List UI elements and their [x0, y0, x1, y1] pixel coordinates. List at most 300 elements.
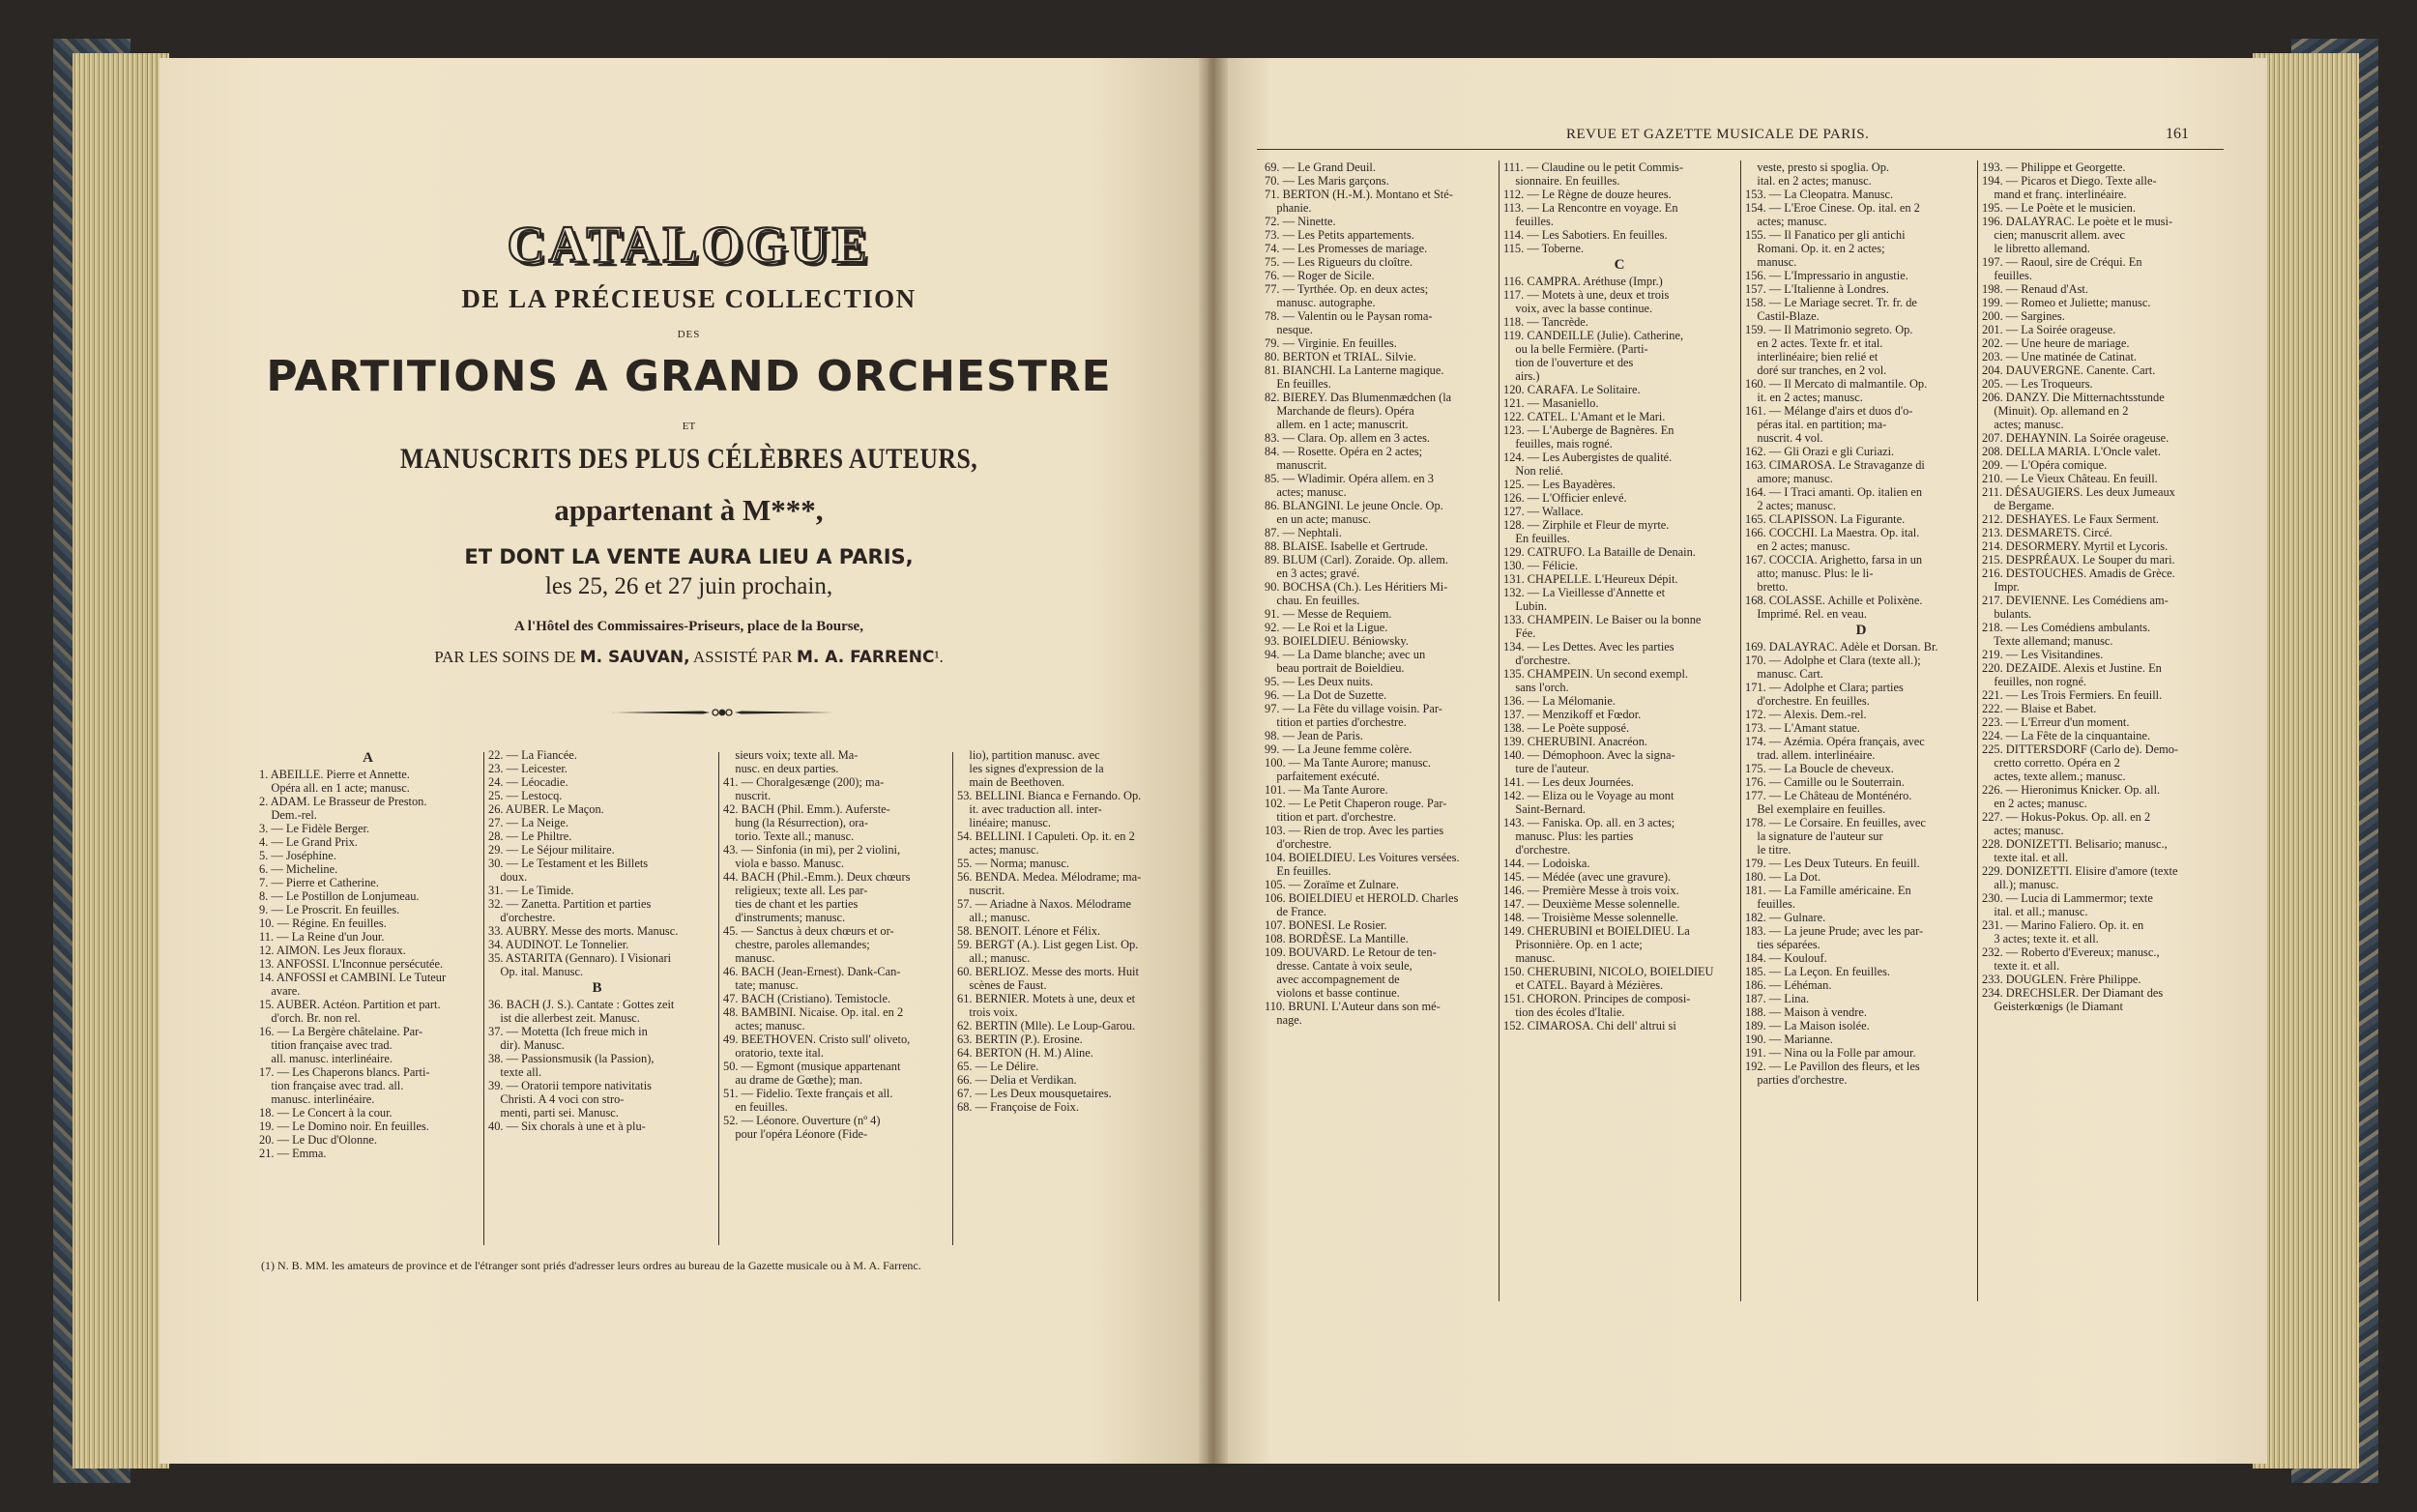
- catalogue-line: dresse. Cantate à voix seule,: [1265, 959, 1412, 973]
- catalogue-line: 104. BOIELDIEU. Les Voitures versées.: [1265, 851, 1460, 864]
- catalogue-line: 49. BEETHOVEN. Cristo sull' oliveto,: [723, 1032, 911, 1046]
- catalogue-line: 103. — Rien de trop. Avec les parties: [1265, 824, 1444, 837]
- catalogue-line: it. avec traduction all. inter-: [957, 802, 1102, 816]
- catalogue-line: 11. — La Reine d'un Jour.: [259, 930, 385, 944]
- catalogue-line: 14. ANFOSSI et CAMBINI. Le Tuteur: [259, 971, 447, 984]
- catalogue-line: le libretto allemand.: [1982, 242, 2090, 255]
- catalogue-line: chestre, paroles allemandes;: [723, 938, 870, 951]
- catalogue-line: 109. BOUVARD. Le Retour de ten-: [1265, 945, 1437, 959]
- catalogue-line: 29. — Le Séjour militaire.: [488, 843, 615, 857]
- catalogue-line: 27. — La Neige.: [488, 816, 568, 829]
- catalogue-line: 148. — Troisième Messe solennelle.: [1503, 911, 1679, 924]
- catalogue-line: 119. CANDEILLE (Julie). Catherine,: [1503, 329, 1684, 342]
- catalogue-line: 34. AUDINOT. Le Tonnelier.: [488, 938, 629, 951]
- catalogue-line: d'orchestre.: [1503, 654, 1571, 667]
- catalogue-line: 33. AUBRY. Messe des morts. Manusc.: [488, 924, 679, 938]
- catalogue-line: 110. BRUNI. L'Auteur dans son mé-: [1265, 1000, 1441, 1013]
- catalogue-line: airs.): [1503, 369, 1540, 383]
- catalogue-line: 182. — Gulnare.: [1745, 911, 1826, 924]
- catalogue-line: 218. — Les Comédiens ambulants.: [1982, 621, 2151, 634]
- catalogue-line: 3 actes; texte it. et all.: [1982, 932, 2099, 945]
- catalogue-line: 166. COCCHI. La Maestra. Op. ital.: [1745, 526, 1920, 539]
- catalogue-line: 56. BENDA. Medea. Mélodrame; ma-: [957, 870, 1142, 884]
- catalogue-line: 202. — Une heure de mariage.: [1982, 336, 2130, 350]
- catalogue-line: 101. — Ma Tante Aurore.: [1265, 783, 1388, 797]
- catalogue-line: 70. — Les Maris garçons.: [1265, 174, 1389, 188]
- catalogue-line: cretto corretto. Opéra en 2: [1982, 756, 2120, 770]
- catalogue-line: violons et basse continue.: [1265, 986, 1400, 1000]
- catalogue-line: 78. — Valentin ou le Paysan roma-: [1265, 309, 1433, 323]
- catalogue-line: 53. BELLINI. Bianca e Fernando. Op.: [957, 789, 1142, 802]
- catalogue-line: 94. — La Dame blanche; avec un: [1265, 648, 1426, 661]
- catalogue-line: beau portrait de Boieldieu.: [1265, 661, 1405, 675]
- catalogue-line: feuilles, non rogné.: [1982, 675, 2087, 688]
- catalogue-line: bulants.: [1982, 607, 2032, 621]
- catalogue-line: manuscrit.: [1265, 458, 1327, 472]
- catalogue-line: nuscrit.: [957, 884, 1005, 897]
- catalogue-line: 232. — Roberto d'Evereux; manusc.,: [1982, 945, 2160, 959]
- catalogue-line: 189. — La Maison isolée.: [1745, 1019, 1870, 1032]
- title-word-des: DES: [677, 329, 701, 340]
- catalogue-line: tition française avec trad.: [259, 1038, 393, 1052]
- catalogue-line: manusc.: [723, 951, 775, 965]
- catalogue-line: 181. — La Famille américaine. En: [1745, 884, 1911, 897]
- title-line-collection: DE LA PRÉCIEUSE COLLECTION: [461, 284, 917, 313]
- catalogue-line: 75. — Les Rigueurs du cloître.: [1265, 255, 1413, 269]
- catalogue-line: 233. DOUGLEN. Frère Philippe.: [1982, 973, 2141, 986]
- catalogue-line: de Bergame.: [1982, 499, 2054, 512]
- catalogue-line: 88. BLAISE. Isabelle et Gertrude.: [1265, 539, 1428, 553]
- catalogue-line: 206. DANZY. Die Mitternachtsstunde: [1982, 391, 2165, 404]
- left-column-4: [957, 748, 1175, 1114]
- catalogue-line: 108. BORDÈSE. La Mantille.: [1265, 932, 1409, 945]
- catalogue-line: 5. — Joséphine.: [259, 849, 336, 862]
- catalogue-line: 115. — Toberne.: [1503, 242, 1585, 255]
- section-letter: A: [363, 750, 373, 766]
- catalogue-line: 40. — Six chorals à une et à plu-: [488, 1119, 646, 1133]
- catalogue-line: Op. ital. Manusc.: [488, 965, 584, 978]
- catalogue-line: 12. AIMON. Les Jeux floraux.: [259, 944, 406, 957]
- catalogue-line: manusc. autographe.: [1265, 296, 1376, 309]
- catalogue-line: ital. et all.; manusc.: [1982, 905, 2088, 918]
- catalogue-line: 97. — La Fête du village voisin. Par-: [1265, 702, 1442, 715]
- catalogue-line: 63. BERTIN (P.). Erosine.: [957, 1032, 1083, 1046]
- catalogue-line: 55. — Norma; manusc.: [957, 857, 1069, 870]
- catalogue-line: Christi. A 4 voci con stro-: [488, 1092, 625, 1106]
- catalogue-line: actes, texte allem.; manusc.: [1982, 770, 2126, 783]
- catalogue-line: 77. — Tyrthée. Op. en deux actes;: [1265, 282, 1429, 296]
- catalogue-line: 163. CIMAROSA. Le Stravaganze di: [1745, 458, 1925, 472]
- catalogue-line: all.; manusc.: [957, 951, 1031, 965]
- catalogue-line: 140. — Démophoon. Avec la signa-: [1503, 748, 1675, 762]
- catalogue-line: 71. BERTON (H.-M.). Montano et Sté-: [1265, 188, 1453, 201]
- catalogue-line: 198. — Renaud d'Ast.: [1982, 282, 2088, 296]
- running-head: REVUE ET GAZETTE MUSICALE DE PARIS.: [1566, 127, 1870, 142]
- catalogue-line: 168. COLASSE. Achille et Polixène.: [1745, 594, 1923, 607]
- catalogue-line: 172. — Alexis. Dem.-rel.: [1745, 708, 1867, 721]
- catalogue-line: 188. — Maison à vendre.: [1745, 1005, 1867, 1019]
- catalogue-line: Marchande de fleurs). Opéra: [1265, 404, 1414, 418]
- catalogue-line: la signature de l'auteur sur: [1745, 829, 1883, 843]
- catalogue-line: 128. — Zirphile et Fleur de myrte.: [1503, 518, 1670, 532]
- catalogue-line: texte all.: [488, 1065, 542, 1079]
- catalogue-line: 69. — Le Grand Deuil.: [1265, 160, 1376, 174]
- title-line-vente: ET DONT LA VENTE AURA LIEU A PARIS,: [464, 545, 914, 568]
- catalogue-line: 227. — Hokus-Pokus. Op. all. en 2: [1982, 810, 2151, 824]
- catalogue-line: 180. — La Dot.: [1745, 870, 1821, 884]
- catalogue-line: tition et part. d'orchestre.: [1265, 810, 1397, 824]
- catalogue-line: 147. — Deuxième Messe solennelle.: [1503, 897, 1680, 911]
- catalogue-line: actes; manusc.: [1745, 215, 1827, 228]
- catalogue-line: 116. CAMPRA. Aréthuse (Impr.): [1503, 275, 1663, 288]
- catalogue-line: 176. — Camille ou le Souterrain.: [1745, 775, 1905, 789]
- catalogue-line: 190. — Marianne.: [1745, 1032, 1833, 1046]
- catalogue-line: 213. DESMARETS. Circé.: [1982, 526, 2112, 539]
- catalogue-line: feuilles.: [1503, 215, 1554, 228]
- title-line-manuscrits: MANUSCRITS DES PLUS CÉLÈBRES AUTEURS,: [399, 443, 978, 475]
- catalogue-line: Non relié.: [1503, 464, 1563, 478]
- catalogue-line: 87. — Nephtali.: [1265, 526, 1342, 539]
- title-line-hotel: A l'Hôtel des Commissaires-Priseurs, place de la Bourse,: [514, 619, 863, 634]
- catalogue-line: 212. DESHAYES. Le Faux Serment.: [1982, 512, 2159, 526]
- catalogue-line: it. en 2 actes; manusc.: [1745, 391, 1863, 404]
- catalogue-line: 52. — Léonore. Ouverture (nº 4): [723, 1114, 881, 1127]
- catalogue-line: 186. — Léhéman.: [1745, 978, 1832, 992]
- catalogue-heading: CATALOGUE: [507, 216, 871, 274]
- catalogue-line: 20. — Le Duc d'Olonne.: [259, 1133, 377, 1147]
- catalogue-line: d'orchestre. En feuilles.: [1745, 694, 1870, 708]
- column-divider: [1499, 160, 1500, 1301]
- catalogue-line: 133. CHAMPEIN. Le Baiser ou la bonne: [1503, 613, 1702, 626]
- catalogue-line: pour l'opéra Léonore (Fide-: [723, 1127, 868, 1141]
- catalogue-line: 219. — Les Visitandines.: [1982, 648, 2104, 661]
- catalogue-line: 220. DEZAIDE. Alexis et Justine. En: [1982, 661, 2162, 675]
- catalogue-line: 224. — La Fête de la cinquantaine.: [1982, 729, 2151, 742]
- catalogue-line: 127. — Wallace.: [1503, 505, 1584, 518]
- page-number: 161: [2166, 126, 2189, 142]
- catalogue-line: 117. — Motets à une, deux et trois: [1503, 288, 1670, 302]
- catalogue-line: 37. — Motetta (Ich freue mich in: [488, 1025, 648, 1038]
- catalogue-line: manusc. Plus: les parties: [1503, 829, 1634, 843]
- catalogue-line: parfaitement exécuté.: [1265, 770, 1381, 783]
- catalogue-line: 121. — Masaniello.: [1503, 396, 1599, 410]
- catalogue-line: 179. — Les Deux Tuteurs. En feuill.: [1745, 857, 1920, 870]
- catalogue-line: Opéra all. en 1 acte; manusc.: [259, 781, 410, 795]
- catalogue-line: actes; manusc.: [723, 1019, 805, 1032]
- catalogue-line: 210. — Le Vieux Château. En feuill.: [1982, 472, 2158, 485]
- catalogue-line: 141. — Les deux Journées.: [1503, 775, 1634, 789]
- catalogue-line: en 2 actes; manusc.: [1745, 539, 1850, 553]
- catalogue-line: 73. — Les Petits appartements.: [1265, 228, 1414, 242]
- catalogue-line: nuscrit. 4 vol.: [1745, 431, 1823, 445]
- catalogue-line: 200. — Sargines.: [1982, 309, 2065, 323]
- header-rule: [1257, 149, 2224, 150]
- catalogue-line: 214. DESORMERY. Myrtil et Lycoris.: [1982, 539, 2169, 553]
- catalogue-line: 192. — Le Pavillon des fleurs, et les: [1745, 1060, 1920, 1073]
- catalogue-line: 162. — Gli Orazi e gli Curiazi.: [1745, 445, 1895, 458]
- catalogue-line: 113. — La Rencontre en voyage. En: [1503, 201, 1678, 215]
- catalogue-line: 234. DRECHSLER. Der Diamant des: [1982, 986, 2164, 1000]
- catalogue-line: 129. CATRUFO. La Bataille de Denain.: [1503, 545, 1696, 559]
- catalogue-line: 204. DAUVERGNE. Canente. Cart.: [1982, 363, 2156, 377]
- catalogue-line: et CATEL. Bayard à Mézières.: [1503, 978, 1664, 992]
- catalogue-line: Texte allemand; manusc.: [1982, 634, 2113, 648]
- title-line-appartenant: appartenant à M***,: [554, 493, 824, 527]
- catalogue-line: 139. CHERUBINI. Anacréon.: [1503, 735, 1648, 748]
- catalogue-line: 61. BERNIER. Motets à une, deux et: [957, 992, 1136, 1005]
- catalogue-line: Romani. Op. it. en 2 actes;: [1745, 242, 1885, 255]
- catalogue-line: 120. CARAFA. Le Solitaire.: [1503, 383, 1641, 396]
- catalogue-line: Lubin.: [1503, 599, 1548, 613]
- catalogue-line: phanie.: [1265, 201, 1312, 215]
- catalogue-line: 132. — La Vieillesse d'Annette et: [1503, 586, 1666, 599]
- catalogue-line: feuilles.: [1982, 269, 2032, 282]
- catalogue-line: 18. — Le Concert à la cour.: [259, 1106, 393, 1119]
- catalogue-line: 135. CHAMPEIN. Un second exempl.: [1503, 667, 1689, 681]
- catalogue-line: 222. — Blaise et Babet.: [1982, 702, 2097, 715]
- catalogue-line: 111. — Claudine ou le petit Commis-: [1503, 160, 1683, 174]
- catalogue-line: feuilles.: [1745, 897, 1795, 911]
- catalogue-line: 164. — I Traci amanti. Op. italien en: [1745, 485, 1923, 499]
- catalogue-line: 114. — Les Sabotiers. En feuilles.: [1503, 228, 1668, 242]
- catalogue-line: 90. BOCHSA (Ch.). Les Héritiers Mi-: [1265, 580, 1448, 594]
- catalogue-line: manusc. Cart.: [1745, 667, 1823, 681]
- catalogue-line: 41. — Choralgesænge (200); ma-: [723, 775, 885, 789]
- catalogue-line: 59. BERGT (A.). List gegen List. Op.: [957, 938, 1139, 951]
- catalogue-line: 28. — Le Philtre.: [488, 829, 572, 843]
- catalogue-line: 19. — Le Domino noir. En feuilles.: [259, 1119, 429, 1133]
- catalogue-line: 2. ADAM. Le Brasseur de Preston.: [259, 795, 427, 808]
- catalogue-line: ties de chant et les parties: [723, 897, 859, 911]
- catalogue-line: 1. ABEILLE. Pierre et Annette.: [259, 768, 410, 781]
- catalogue-line: 38. — Passionsmusik (la Passion),: [488, 1052, 655, 1065]
- catalogue-line: 23. — Leicester.: [488, 762, 568, 775]
- catalogue-line: 229. DONIZETTI. Elisire d'amore (texte: [1982, 864, 2178, 878]
- catalogue-line: ital. en 2 actes; manusc.: [1745, 174, 1872, 188]
- catalogue-line: 7. — Pierre et Catherine.: [259, 876, 379, 889]
- catalogue-line: en feuilles.: [723, 1100, 788, 1114]
- right-page-edges: [2253, 53, 2359, 1468]
- catalogue-line: 6. — Micheline.: [259, 862, 338, 876]
- catalogue-line: 145. — Médée (avec une gravure).: [1503, 870, 1672, 884]
- catalogue-line: sionnaire. En feuilles.: [1503, 174, 1620, 188]
- catalogue-line: 35. ASTARITA (Gennaro). I Visionari: [488, 951, 672, 965]
- column-divider: [718, 752, 719, 1245]
- catalogue-line: 134. — Les Dettes. Avec les parties: [1503, 640, 1674, 654]
- catalogue-line: ties séparées.: [1745, 938, 1820, 951]
- catalogue-line: cien; manuscrit allem. avec: [1982, 228, 2125, 242]
- catalogue-line: ture de l'auteur.: [1503, 762, 1589, 775]
- catalogue-line: 208. DELLA MARIA. L'Oncle valet.: [1982, 445, 2161, 458]
- catalogue-line: 32. — Zanetta. Partition et parties: [488, 897, 652, 911]
- catalogue-line: (Minuit). Op. allemand en 2: [1982, 404, 2129, 418]
- catalogue-line: 21. — Emma.: [259, 1147, 327, 1160]
- soins-assiste: ASSISTÉ PAR: [689, 648, 797, 666]
- catalogue-line: Fée.: [1503, 626, 1536, 640]
- catalogue-line: mand et franç. interlinéaire.: [1982, 188, 2127, 201]
- catalogue-line: 48. BAMBINI. Nicaise. Op. ital. en 2: [723, 1005, 904, 1019]
- catalogue-line: 207. DEHAYNIN. La Soirée orageuse.: [1982, 431, 2169, 445]
- catalogue-line: dir). Manusc.: [488, 1038, 565, 1052]
- catalogue-line: tion de l'ouverture et des: [1503, 356, 1634, 369]
- catalogue-line: 54. BELLINI. I Capuleti. Op. it. en 2: [957, 829, 1135, 843]
- section-letter: D: [1855, 623, 1867, 638]
- catalogue-line: 209. — L'Opéra comique.: [1982, 458, 2108, 472]
- catalogue-line: nuscrit.: [723, 789, 772, 802]
- catalogue-line: 83. — Clara. Op. allem en 3 actes.: [1265, 431, 1431, 445]
- catalogue-line: 193. — Philippe et Georgette.: [1982, 160, 2126, 174]
- soins-sauvan: M. SAUVAN,: [579, 648, 690, 667]
- catalogue-line: 123. — L'Auberge de Bagnères. En: [1503, 423, 1674, 437]
- catalogue-line: parties d'orchestre.: [1745, 1073, 1848, 1087]
- section-letter: C: [1614, 257, 1625, 273]
- right-column-3: [1745, 160, 1977, 1087]
- catalogue-line: ou la belle Fermière. (Parti-: [1503, 342, 1648, 356]
- catalogue-line: d'instruments; manusc.: [723, 911, 846, 924]
- catalogue-line: actes; manusc.: [1982, 824, 2064, 837]
- catalogue-line: 153. — La Cleopatra. Manusc.: [1745, 188, 1894, 201]
- catalogue-line: le titre.: [1745, 843, 1791, 857]
- catalogue-line: 137. — Menzikoff et Fœdor.: [1503, 708, 1642, 721]
- catalogue-line: 31. — Le Timide.: [488, 884, 574, 897]
- catalogue-line: 191. — Nina ou la Folle par amour.: [1745, 1046, 1916, 1060]
- catalogue-line: 217. DEVIENNE. Les Comédiens am-: [1982, 594, 2169, 607]
- catalogue-line: 118. — Tancrède.: [1503, 315, 1588, 329]
- catalogue-line: 203. — Une matinée de Catinat.: [1982, 350, 2138, 363]
- catalogue-line: 195. — Le Poète et le musicien.: [1982, 201, 2136, 215]
- catalogue-line: oratorio, texte ital.: [723, 1046, 824, 1060]
- catalogue-line: 9. — Le Proscrit. En feuilles.: [259, 903, 400, 916]
- catalogue-line: 2 actes; manusc.: [1745, 499, 1836, 512]
- catalogue-line: lio), partition manusc. avec: [957, 748, 1100, 762]
- catalogue-line: 205. — Les Troqueurs.: [1982, 377, 2093, 391]
- catalogue-line: voix, avec la basse continue.: [1503, 302, 1653, 315]
- catalogue-line: Castil-Blaze.: [1745, 309, 1820, 323]
- catalogue-line: 76. — Roger de Sicile.: [1265, 269, 1375, 282]
- catalogue-line: 156. — L'Impressario in angustie.: [1745, 269, 1908, 282]
- catalogue-line: 89. BLUM (Carl). Zoraide. Op. allem.: [1265, 553, 1448, 567]
- catalogue-line: tion des écoles d'Italie.: [1503, 1005, 1625, 1019]
- catalogue-line: 223. — L'Erreur d'un moment.: [1982, 715, 2130, 729]
- catalogue-line: 144. — Lodoiska.: [1503, 857, 1590, 870]
- right-column-1: [1265, 160, 1497, 1027]
- footnote: (1) N. B. MM. les amateurs de province et de l'étranger sont priés d'adresser leurs ordres au bureau de la Gazette musicale ou à M. A. Farrenc.: [261, 1259, 921, 1272]
- catalogue-line: 155. — Il Fanatico per gli antichi: [1745, 228, 1906, 242]
- catalogue-line: 3. — Le Fidèle Berger.: [259, 822, 370, 835]
- catalogue-line: avec accompagnement de: [1265, 973, 1400, 986]
- catalogue-line: 10. — Régine. En feuilles.: [259, 916, 387, 930]
- title-line-dates: les 25, 26 et 27 juin prochain,: [544, 573, 833, 599]
- catalogue-line: 154. — L'Eroe Cinese. Op. ital. en 2: [1745, 201, 1920, 215]
- catalogue-line: 165. CLAPISSON. La Figurante.: [1745, 512, 1906, 526]
- catalogue-line: 150. CHERUBINI, NICOLO, BOIELDIEU: [1503, 965, 1714, 978]
- catalogue-line: Prisonnière. Op. en 1 acte;: [1503, 938, 1643, 951]
- catalogue-line: 177. — Le Château de Monténéro.: [1745, 789, 1912, 802]
- catalogue-line: 57. — Ariadne à Naxos. Mélodrame: [957, 897, 1131, 911]
- catalogue-line: 167. COCCIA. Arighetto, farsa in un: [1745, 553, 1923, 567]
- catalogue-line: 173. — L'Amant statue.: [1745, 721, 1860, 735]
- catalogue-line: 170. — Adolphe et Clara (texte all.);: [1745, 654, 1921, 667]
- catalogue-line: 25. — Lestocq.: [488, 789, 563, 802]
- left-column-1: [259, 748, 477, 1160]
- catalogue-line: 211. DÉSAUGIERS. Les deux Jumeaux: [1982, 485, 2175, 499]
- catalogue-line: 196. DALAYRAC. Le poète et le musi-: [1982, 215, 2173, 228]
- catalogue-line: 22. — La Fiancée.: [488, 748, 577, 762]
- catalogue-line: main de Beethoven.: [957, 775, 1065, 789]
- catalogue-line: doré sur tranches, en 2 vol.: [1745, 363, 1887, 377]
- catalogue-line: 26. AUBER. Le Maçon.: [488, 802, 604, 816]
- catalogue-line: 24. — Léocadie.: [488, 775, 568, 789]
- catalogue-line: 158. — Le Mariage secret. Tr. fr. de: [1745, 296, 1917, 309]
- catalogue-line: 16. — La Bergère châtelaine. Par-: [259, 1025, 423, 1038]
- catalogue-line: 36. BACH (J. S.). Cantate : Gottes zeit: [488, 998, 675, 1011]
- catalogue-line: 225. DITTERSDORF (Carlo de). Demo-: [1982, 742, 2179, 756]
- catalogue-line: 124. — Les Aubergistes de qualité.: [1503, 451, 1673, 464]
- catalogue-line: En feuilles.: [1265, 377, 1331, 391]
- catalogue-line: 157. — L'Italienne à Londres.: [1745, 282, 1889, 296]
- catalogue-line: 169. DALAYRAC. Adèle et Dorsan. Br.: [1745, 640, 1938, 654]
- catalogue-line: 81. BIANCHI. La Lanterne magique.: [1265, 363, 1444, 377]
- catalogue-line: 58. BENOIT. Lénore et Félix.: [957, 924, 1101, 938]
- catalogue-line: 230. — Lucia di Lammermor; texte: [1982, 891, 2153, 905]
- catalogue-line: 126. — L'Officier enlevé.: [1503, 491, 1627, 505]
- soins-farrenc: M. A. FARRENC: [796, 648, 935, 667]
- catalogue-line: atto; manusc. Plus: le li-: [1745, 567, 1874, 580]
- catalogue-line: Imprimé. Rel. en veau.: [1745, 607, 1867, 621]
- catalogue-line: actes; manusc.: [957, 843, 1039, 857]
- catalogue-line: amore; manusc.: [1745, 472, 1833, 485]
- catalogue-line: 136. — La Mélomanie.: [1503, 694, 1616, 708]
- catalogue-line: religieux; texte all. Les par-: [723, 884, 868, 897]
- catalogue-line: interlinéaire; bien relié et: [1745, 350, 1878, 363]
- catalogue-line: Geisterkœnigs (le Diamant: [1982, 1000, 2123, 1013]
- catalogue-line: nage.: [1265, 1013, 1302, 1027]
- catalogue-line: 45. — Sanctus à deux chœurs et or-: [723, 924, 894, 938]
- column-divider: [483, 752, 484, 1245]
- catalogue-line: 107. BONESI. Le Rosier.: [1265, 918, 1387, 932]
- catalogue-line: Saint-Bernard.: [1503, 802, 1586, 816]
- catalogue-line: 159. — Il Matrimonio segreto. Op.: [1745, 323, 1913, 336]
- catalogue-line: all. manusc. interlinéaire.: [259, 1052, 393, 1065]
- catalogue-line: 125. — Les Bayadères.: [1503, 478, 1616, 491]
- catalogue-line: 161. — Mélange d'airs et duos d'o-: [1745, 404, 1913, 418]
- catalogue-line: 142. — Eliza ou le Voyage au mont: [1503, 789, 1674, 802]
- catalogue-line: de France.: [1265, 905, 1326, 918]
- catalogue-line: trois voix.: [957, 1005, 1018, 1019]
- catalogue-line: 151. CHORON. Principes de composi-: [1503, 992, 1691, 1005]
- catalogue-line: 130. — Félicie.: [1503, 559, 1579, 572]
- catalogue-line: texte ital. et all.: [1982, 851, 2069, 864]
- catalogue-line: 93. BOIELDIEU. Béniowsky.: [1265, 634, 1409, 648]
- catalogue-line: 80. BERTON et TRIAL. Silvie.: [1265, 350, 1416, 363]
- catalogue-line: 91. — Messe de Requiem.: [1265, 607, 1392, 621]
- catalogue-line: tition et parties d'orchestre.: [1265, 715, 1407, 729]
- catalogue-line: all.; manusc.: [957, 911, 1031, 924]
- catalogue-line: 201. — La Soirée orageuse.: [1982, 323, 2116, 336]
- catalogue-line: 178. — Le Corsaire. En feuilles, avec: [1745, 816, 1926, 829]
- catalogue-line: Bel exemplaire en feuilles.: [1745, 802, 1886, 816]
- catalogue-line: nesque.: [1265, 323, 1313, 336]
- catalogue-line: viola e basso. Manusc.: [723, 857, 844, 870]
- catalogue-line: 82. BIEREY. Das Blumenmædchen (la: [1265, 391, 1452, 404]
- section-letter: B: [592, 980, 602, 996]
- catalogue-line: 92. — Le Roi et la Ligue.: [1265, 621, 1388, 634]
- catalogue-line: 30. — Le Testament et les Billets: [488, 857, 649, 870]
- catalogue-line: 68. — Françoise de Foix.: [957, 1100, 1079, 1114]
- catalogue-line: en 2 actes; manusc.: [1982, 797, 2087, 810]
- catalogue-line: 175. — La Boucle de cheveux.: [1745, 762, 1894, 775]
- catalogue-line: 138. — Le Poète supposé.: [1503, 721, 1630, 735]
